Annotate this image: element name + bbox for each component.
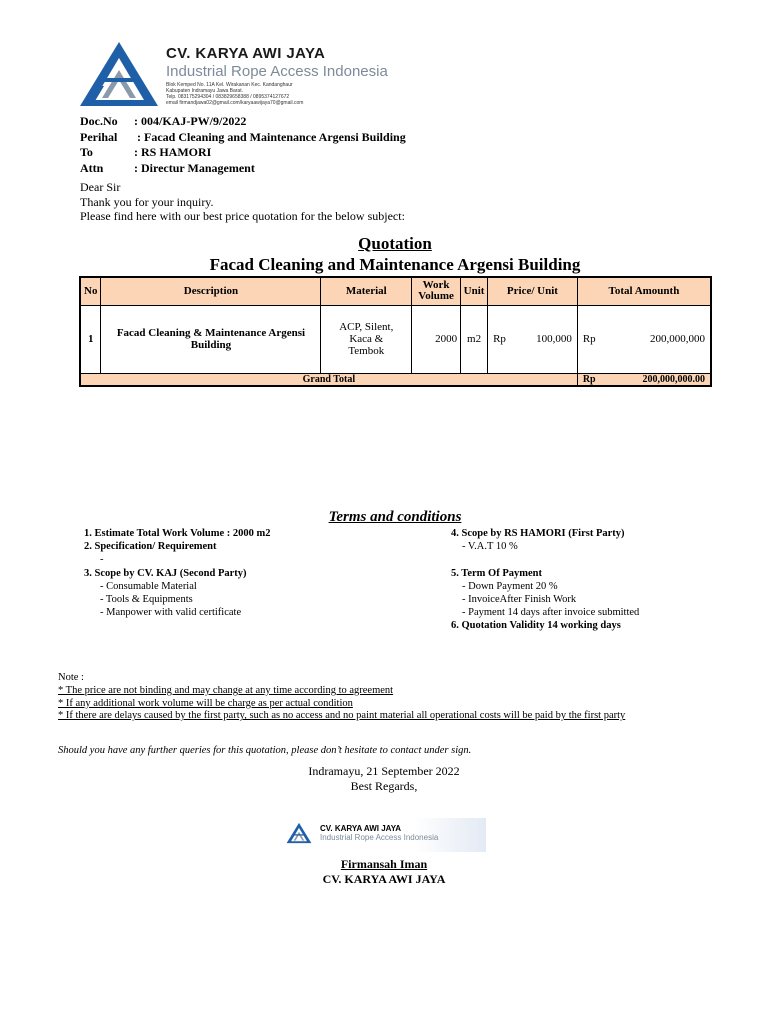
row-total-value: 200,000,000	[650, 333, 705, 345]
notes-section	[58, 672, 625, 723]
perihal-value: : Facad Cleaning and Maintenance Argensi Building	[137, 129, 406, 144]
row-unit: m2	[461, 305, 488, 373]
term-5-item: - Down Payment 20 %	[462, 580, 558, 592]
grand-total-value: 200,000,000.00	[642, 373, 705, 385]
term-3-item: - Manpower with valid certificate	[100, 607, 242, 619]
attn-label: Attn	[80, 160, 104, 175]
term-4-item: - V.A.T 10 %	[462, 541, 518, 553]
table-row	[80, 305, 711, 373]
terms-left-column	[84, 527, 271, 619]
grand-total-row	[80, 373, 711, 386]
email-line: email firmandjawa02@gmail.com/karyaawijaya70@gmail.com	[166, 100, 304, 106]
company-stamp	[286, 818, 486, 852]
row-total-currency: Rp	[582, 333, 596, 345]
term-2: 2. Specification/ Requirement	[84, 541, 217, 553]
row-price-value: 100,000	[536, 333, 572, 345]
row-material: ACP, Silent, Kaca & Tembok	[321, 305, 412, 373]
col-total: Total Amounth	[577, 277, 711, 305]
doc-no-value: : 004/KAJ-PW/9/2022	[134, 114, 247, 128]
quotation-table	[79, 276, 712, 387]
col-price-unit: Price/ Unit	[488, 277, 578, 305]
note-item: * If any additional work volume will be charge as per actual condition	[58, 697, 353, 709]
signer-company: CV. KARYA AWI JAYA	[322, 872, 446, 886]
quotation-subject: Facad Cleaning and Maintenance Argensi Building	[209, 255, 581, 274]
term-5-item: - Payment 14 days after invoice submitted	[462, 607, 640, 619]
attn-value: : Directur Management	[134, 160, 255, 175]
intro-line-1: Thank you for your inquiry.	[80, 194, 214, 209]
to-label: To	[80, 145, 93, 159]
term-1: 1. Estimate Total Work Volume : 2000 m2	[84, 528, 271, 539]
attn-row	[80, 161, 406, 177]
grand-total-cell	[577, 373, 711, 386]
term-3-item: - Tools & Equipments	[100, 594, 193, 606]
to-row	[80, 145, 406, 161]
company-tagline: Industrial Rope Access Indonesia	[166, 63, 388, 80]
doc-no-row	[80, 114, 406, 130]
company-logo-small-icon	[286, 822, 312, 844]
term-2-item: -	[100, 554, 104, 566]
signer-block	[0, 857, 768, 887]
closing-block	[0, 764, 768, 793]
address-line-1: Blok Kemped No. 11A Kel. Wirakanan Kec. Kandanghaur	[166, 82, 293, 88]
grand-total-currency: Rp	[582, 373, 596, 385]
perihal-label: Perihal	[80, 129, 118, 144]
note-item: * If there are delays caused by the first party, such as no access and no paint material all operational costs will be paid by the first party	[58, 710, 626, 722]
row-description: Facad Cleaning & Maintenance Argensi Building	[101, 305, 321, 373]
quotation-title: Quotation	[358, 234, 432, 253]
row-no: 1	[80, 305, 101, 373]
term-5: 5. Term Of Payment	[451, 567, 542, 579]
closing-line: Should you have any further queries for this quotation, please don’t hesitate to contact under sign.	[58, 745, 472, 756]
terms-title: Terms and conditions	[328, 509, 462, 525]
perihal-row	[80, 130, 406, 146]
term-3: 3. Scope by CV. KAJ (Second Party)	[84, 567, 247, 579]
col-material: Material	[321, 277, 412, 305]
stamp-tagline: Industrial Rope Access Indonesia	[320, 833, 439, 842]
term-spacer	[451, 553, 639, 566]
company-logo-icon	[78, 40, 160, 108]
to-value: : RS HAMORI	[134, 145, 212, 159]
terms-right-column	[451, 527, 639, 633]
notes-label: Note :	[58, 672, 84, 683]
col-description: Description	[101, 277, 321, 305]
signer-name: Firmansah Iman	[340, 857, 428, 871]
col-unit: Unit	[461, 277, 488, 305]
row-total	[577, 305, 711, 373]
term-5-item: - InvoiceAfter Finish Work	[462, 594, 577, 606]
company-name: CV. KARYA AWI JAYA	[166, 45, 326, 62]
term-4: 4. Scope by RS HAMORI (First Party)	[451, 528, 625, 539]
document-header	[80, 114, 406, 176]
company-address	[166, 82, 303, 106]
doc-no-label: Doc.No	[80, 114, 118, 128]
stamp-company-name: CV. KARYA AWI JAYA	[320, 824, 402, 833]
regards: Best Regards,	[350, 778, 418, 793]
term-6: 6. Quotation Validity 14 working days	[451, 620, 621, 632]
table-header-row	[80, 277, 711, 305]
intro-line-2: Please find here with our best price quotation for the below subject:	[80, 209, 405, 223]
place-date: Indramayu, 21 September 2022	[308, 764, 460, 778]
note-item: * The price are not binding and may change at any time according to agreement	[58, 684, 394, 696]
row-price-currency: Rp	[493, 333, 506, 345]
address-line-2: Kabupaten Indramayu Jawa Barat.	[166, 88, 243, 94]
term-3-item: - Consumable Material	[100, 580, 197, 592]
row-price	[488, 305, 578, 373]
col-no: No	[80, 277, 101, 305]
col-work-volume: Work Volume	[412, 277, 461, 305]
greeting: Dear Sir	[80, 180, 121, 194]
grand-total-label: Grand Total	[80, 373, 577, 386]
phone-line: Telp. 083175294304 / 083829658388 / 0895374127672	[166, 94, 290, 100]
letterhead	[78, 38, 388, 110]
row-volume: 2000	[412, 305, 461, 373]
intro-paragraph	[80, 180, 405, 224]
